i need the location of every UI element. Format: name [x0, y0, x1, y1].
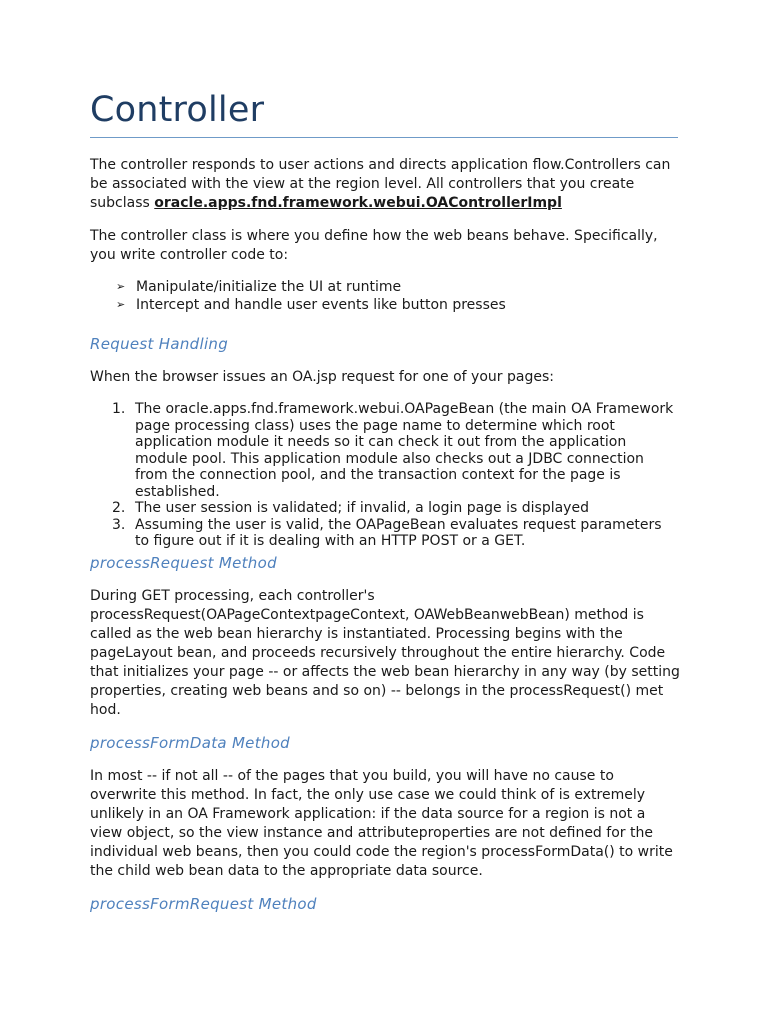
page-title: Controller	[90, 90, 265, 130]
controller-impl-class: oracle.apps.fnd.framework.webui.OAControllerImpl	[154, 195, 562, 211]
heading-process-form-request: processFormRequest Method	[90, 895, 317, 913]
intro-text: The controller responds to user actions and directs application flow.Controllers can be associated with the view at the region level. All controllers that you create subclass	[90, 157, 671, 211]
list-item: 3. Assuming the user is valid, the OAPageBean evaluates request parameters to figure out if it is dealing with an HTTP POST or a GET.	[112, 516, 662, 549]
arrow-bullet-icon: ➢	[116, 298, 126, 311]
request-handling-lead: When the browser issues an OA.jsp request for one of your pages:	[90, 369, 554, 385]
process-form-data-paragraph: In most -- if not all -- of the pages that you build, you will have no cause to overwrite this method. In fact, the only use case we could think of is extremely unlikely in an OA Framework application: if the data source for a region is not a view object, so the view instance and attributeproperties are not defined for the individual web beans, then you could code the region's processFormData() to write the child web bean data to the appropriate data source.	[90, 768, 673, 879]
list-item: ➢ Intercept and handle user events like button presses	[116, 297, 506, 313]
list-item: 2. The user session is validated; if invalid, a login page is displayed	[112, 500, 589, 516]
title-underline	[90, 137, 678, 138]
heading-process-form-data: processFormData Method	[90, 734, 290, 752]
request-steps-list	[112, 401, 678, 550]
list-item: 1. The oracle.apps.fnd.framework.webui.OAPageBean (the main OA Framework page processing class) uses the page name to determine which root application module it needs so it can check it out from the application module pool. This application module also checks out a JDBC connection from the connection pool, and the transaction context for the page is established.	[112, 401, 674, 500]
intro-paragraph	[90, 156, 680, 213]
controller-class-paragraph: The controller class is where you define how the web beans behave. Specifically, you write controller code to:	[90, 228, 658, 263]
heading-process-request: processRequest Method	[90, 554, 277, 572]
arrow-bullet-icon: ➢	[116, 280, 126, 293]
process-request-paragraph: During GET processing, each controller's processRequest(OAPageContextpageContext, OAWebBeanwebBean) method is called as the web bean hierarchy is instantiated. Processing begins with the pageLayout bean, and proceeds recursively throughout the entire hierarchy. Code that initializes your page -- or affects the web bean hierarchy in any way (by setting properties, creating web beans and so on) -- belongs in the processRequest() met hod.	[90, 588, 680, 718]
controller-tasks-list	[116, 278, 676, 314]
list-item: ➢ Manipulate/initialize the UI at runtime	[116, 279, 402, 295]
heading-request-handling: Request Handling	[90, 335, 229, 353]
